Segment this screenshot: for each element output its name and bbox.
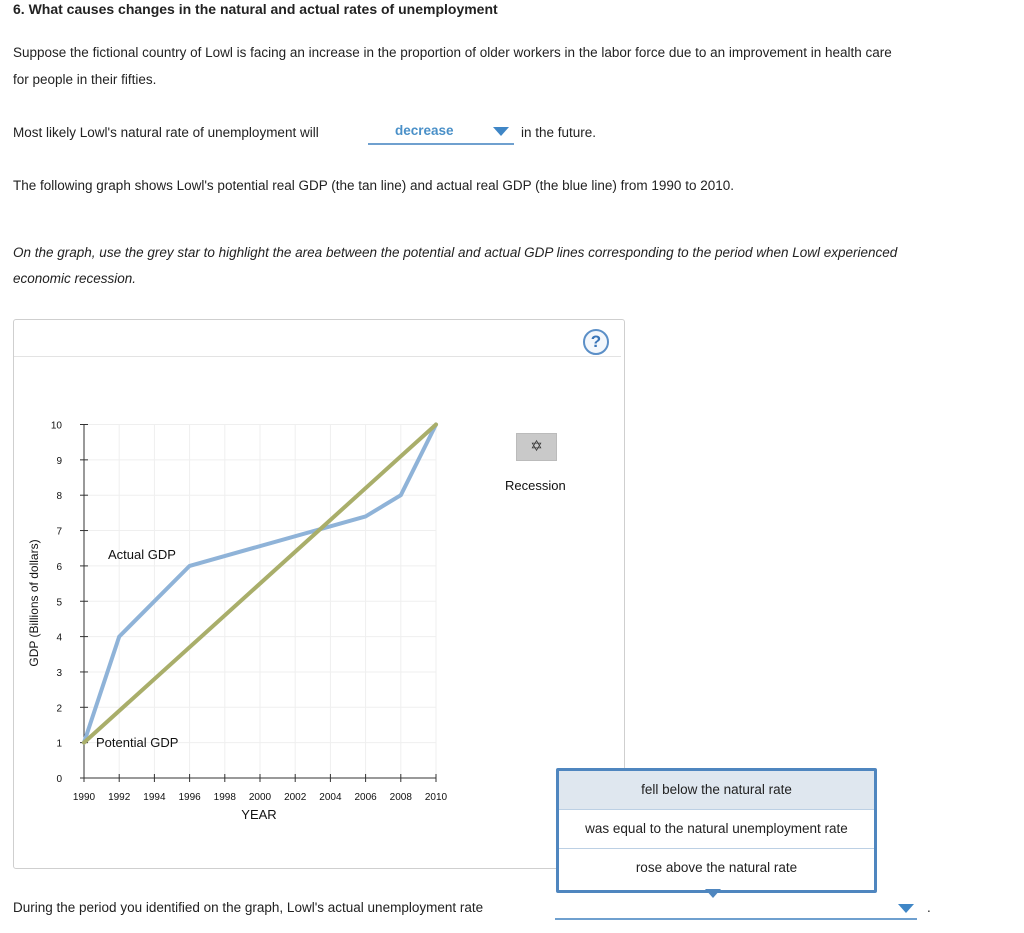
star-tool-button[interactable] <box>516 433 557 461</box>
actual-gdp-label: Actual GDP <box>108 547 176 562</box>
q1-suffix-text: in the future. <box>521 125 597 140</box>
unemployment-rate-dropdown[interactable] <box>555 896 917 920</box>
x-tick-label: 2002 <box>284 792 307 803</box>
q2-suffix-text: . <box>927 900 931 915</box>
y-tick-label: 2 <box>56 703 62 715</box>
x-tick-label: 1992 <box>108 792 131 803</box>
menu-option-fell-below[interactable]: fell below the natural rate <box>559 771 874 810</box>
menu-option-rose-above[interactable]: rose above the natural rate <box>635 860 798 875</box>
instruction-text-line2: economic recession. <box>13 271 137 286</box>
chart-axes <box>80 425 436 783</box>
x-axis-title: YEAR <box>241 807 277 822</box>
chart-grid <box>84 425 436 779</box>
y-tick-label: 5 <box>56 597 62 609</box>
y-tick-label: 7 <box>56 526 62 538</box>
y-tick-label: 0 <box>56 774 62 785</box>
help-icon[interactable]: ? <box>583 329 609 355</box>
intro-text-line2: for people in their fifties. <box>13 72 157 87</box>
intro-text-line1: Suppose the fictional country of Lowl is facing an increase in the proportion of older workers in the labor force due to an improvement in health care <box>13 45 892 60</box>
menu-option-equal[interactable]: was equal to the natural unemployment rate <box>559 810 874 849</box>
q1-prefix-text: Most likely Lowl's natural rate of unemployment will <box>13 125 319 140</box>
chart-labels <box>27 421 448 823</box>
x-tick-label: 2006 <box>354 792 377 803</box>
natural-rate-dropdown-value: decrease <box>395 123 454 138</box>
y-tick-label: 1 <box>56 738 62 750</box>
y-tick-label: 3 <box>56 667 62 679</box>
y-axis-title: GDP (Billions of dollars) <box>27 539 41 667</box>
q2-prefix-text: During the period you identified on the graph, Lowl's actual unemployment rate <box>13 900 484 915</box>
x-tick-label: 2010 <box>424 792 448 803</box>
x-tick-label: 1994 <box>143 792 166 803</box>
y-tick-label: 9 <box>56 455 62 467</box>
chevron-down-icon[interactable] <box>898 904 914 913</box>
x-tick-label: 2004 <box>319 792 342 803</box>
graph-intro-text: The following graph shows Lowl's potential real GDP (the tan line) and actual real GDP (the blue line) from 1990 to 2010. <box>13 178 734 193</box>
x-tick-label: 2000 <box>248 792 272 803</box>
y-tick-label: 10 <box>50 420 62 432</box>
y-tick-label: 6 <box>56 561 62 573</box>
y-tick-label: 4 <box>56 632 62 644</box>
star-icon: ✡ <box>530 438 543 455</box>
recession-tool-label: Recession <box>505 478 566 493</box>
instruction-text-line1: On the graph, use the grey star to highlight the area between the potential and actual GDP lines corresponding to the period when Lowl experienced <box>13 245 898 260</box>
x-tick-label: 1990 <box>72 792 96 803</box>
unemployment-dropdown-menu[interactable] <box>556 768 877 893</box>
question-title: 6. What causes changes in the natural and actual rates of unemployment <box>13 1 498 17</box>
x-tick-label: 1998 <box>213 792 236 803</box>
y-tick-label: 8 <box>56 491 62 503</box>
potential-gdp-label: Potential GDP <box>96 735 179 750</box>
x-tick-label: 2008 <box>389 792 412 803</box>
x-tick-label: 1996 <box>178 792 201 803</box>
